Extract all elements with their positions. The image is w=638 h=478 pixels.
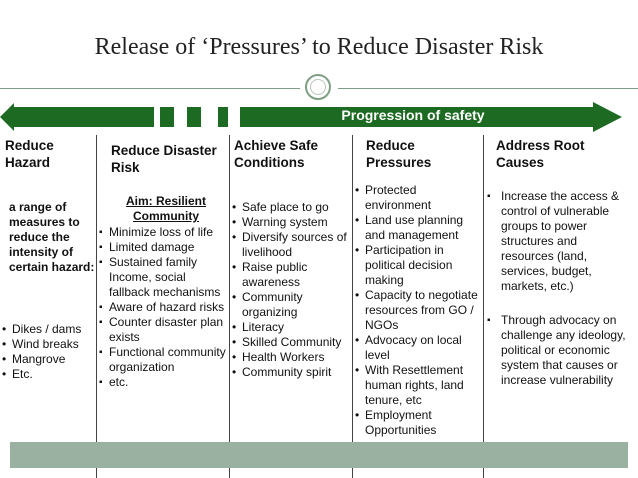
- title-divider-left: [0, 88, 300, 89]
- list-item: • Raise public awareness: [232, 260, 352, 290]
- arrow-segment-3: [218, 107, 228, 127]
- column-divider: [96, 135, 97, 478]
- column-body-address-root-causes: [487, 189, 627, 388]
- list-item: ▪ Counter disaster plan exists: [99, 315, 227, 345]
- list-item: ▪ Functional community organization: [99, 345, 227, 375]
- list-item: • Community organizing: [232, 290, 352, 320]
- list-item: • Advocacy on local level: [355, 333, 482, 363]
- arrow-segment-1: [160, 107, 174, 127]
- list-item: ▪ Limited damage: [99, 240, 227, 255]
- column-heading-reduce-hazard: Reduce Hazard: [5, 138, 54, 170]
- list-item: • Protected environment: [355, 183, 482, 213]
- aim-statement: Aim: Resilient Community: [125, 194, 206, 223]
- list-item: • Etc.: [2, 367, 95, 382]
- list-item: ▪ Through advocacy on challenge any ideology, political or economic system that causes or increase vulnerability: [487, 313, 627, 388]
- list-item: ▪ Increase the access & control of vulnerable groups to power structures and resources (land, services, budget, markets, etc.): [487, 189, 627, 294]
- column-body-achieve-safe-conditions: [232, 200, 352, 380]
- list-item: • Mangrove: [2, 352, 95, 367]
- list-item: • Warning system: [232, 215, 352, 230]
- list-item: • Wind breaks: [2, 337, 95, 352]
- column-heading-address-root-causes: Address Root Causes: [496, 138, 585, 170]
- arrow-label: Progression of safety: [341, 107, 485, 123]
- column-body-reduce-hazard: [9, 200, 95, 382]
- list-item: • Skilled Community: [232, 335, 352, 350]
- column-divider: [229, 135, 230, 478]
- arrow-left-bar: [14, 107, 154, 127]
- list-item: ▪ Minimize loss of life: [99, 225, 227, 240]
- column-heading-reduce-disaster-risk: Reduce Disaster Risk: [111, 143, 217, 175]
- footer-bar: [10, 442, 628, 468]
- list-item: • Literacy: [232, 320, 352, 335]
- slide-title: Release of ‘Pressures’ to Reduce Disaster Risk: [94, 34, 544, 60]
- list-item: • Capacity to negotiate resources from GO / NGOs: [355, 288, 482, 333]
- column-heading-achieve-safe-conditions: Achieve Safe Conditions: [234, 138, 319, 170]
- list-item: • Community spirit: [232, 365, 352, 380]
- list-item: • Safe place to go: [232, 200, 352, 215]
- list-item: • Participation in political decision making: [355, 243, 482, 288]
- list-item: ▪ Aware of hazard risks: [99, 300, 227, 315]
- title-divider-right: [338, 88, 638, 89]
- column-heading-reduce-pressures: Reduce Pressures: [366, 138, 432, 170]
- list-item: • With Resettlement human rights, land tenure, etc: [355, 363, 482, 408]
- column-divider: [352, 135, 353, 478]
- list-item: ▪ etc.: [99, 375, 227, 390]
- list-item: • Employment Opportunities: [355, 408, 482, 438]
- arrow-segment-2: [187, 107, 201, 127]
- list-item: ▪ Sustained family Income, social fallback mechanisms: [99, 255, 227, 300]
- hazard-intro: a range of measures to reduce the intensity of certain hazard:: [9, 200, 95, 274]
- column-body-reduce-disaster-risk: [99, 194, 227, 390]
- list-item: • Diversify sources of livelihood: [232, 230, 352, 260]
- arrow-right-head: [593, 102, 622, 132]
- list-item: • Land use planning and management: [355, 213, 482, 243]
- arrow-left-head: [0, 103, 14, 131]
- list-item: • Dikes / dams: [2, 322, 95, 337]
- column-body-reduce-pressures: [355, 183, 482, 438]
- circle-ornament-icon: [305, 74, 331, 100]
- list-item: • Health Workers: [232, 350, 352, 365]
- column-divider: [483, 135, 484, 478]
